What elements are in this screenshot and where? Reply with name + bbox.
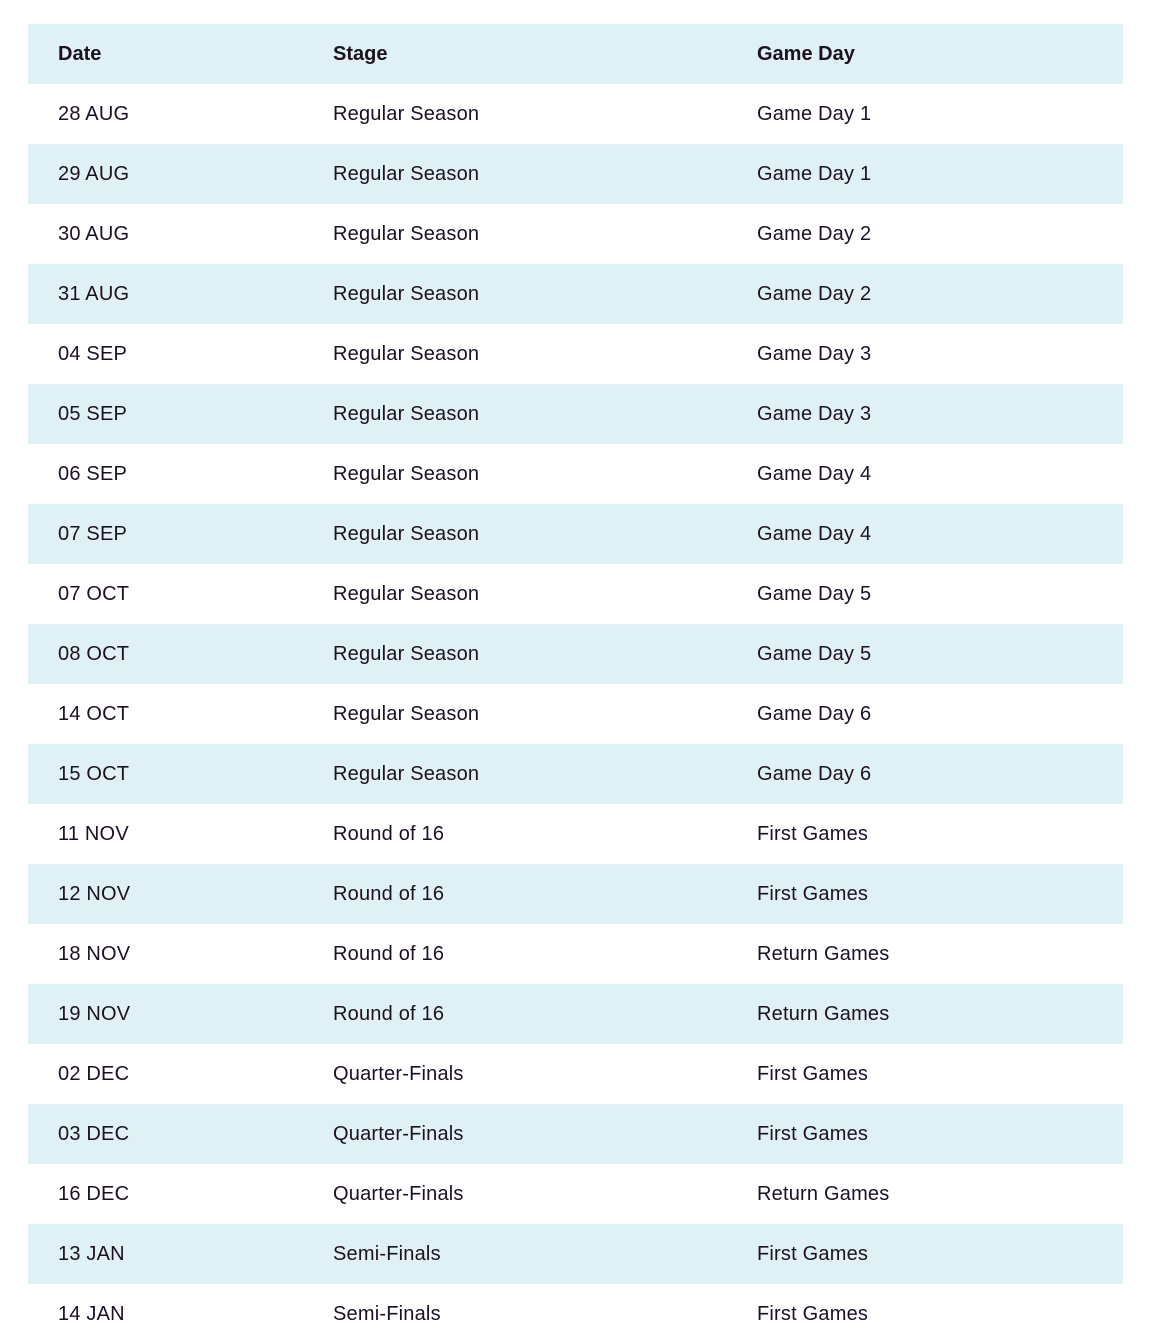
table-row bbox=[28, 324, 1123, 384]
stage-cell: Round of 16 bbox=[303, 804, 727, 864]
stage-cell: Quarter-Finals bbox=[303, 1044, 727, 1104]
game-day-cell: Game Day 6 bbox=[727, 744, 1123, 804]
date-cell: 07 SEP bbox=[28, 504, 303, 564]
date-cell: 31 AUG bbox=[28, 264, 303, 324]
stage-cell: Regular Season bbox=[303, 264, 727, 324]
table-row bbox=[28, 684, 1123, 744]
schedule-table bbox=[28, 24, 1123, 1344]
table-row bbox=[28, 1284, 1123, 1344]
game-day-cell: Game Day 4 bbox=[727, 504, 1123, 564]
game-day-cell: Game Day 1 bbox=[727, 84, 1123, 144]
date-cell: 14 OCT bbox=[28, 684, 303, 744]
game-day-cell: Game Day 5 bbox=[727, 564, 1123, 624]
date-cell: 04 SEP bbox=[28, 324, 303, 384]
game-day-cell: First Games bbox=[727, 1224, 1123, 1284]
header-row bbox=[28, 24, 1123, 84]
date-cell: 07 OCT bbox=[28, 564, 303, 624]
game-day-cell: Return Games bbox=[727, 924, 1123, 984]
game-day-cell: Game Day 4 bbox=[727, 444, 1123, 504]
table-row bbox=[28, 1164, 1123, 1224]
table-row bbox=[28, 1044, 1123, 1104]
table-row bbox=[28, 84, 1123, 144]
stage-cell: Round of 16 bbox=[303, 984, 727, 1044]
game-day-cell: First Games bbox=[727, 1284, 1123, 1344]
game-day-cell: Game Day 6 bbox=[727, 684, 1123, 744]
date-cell: 14 JAN bbox=[28, 1284, 303, 1344]
table-body bbox=[28, 84, 1123, 1344]
stage-cell: Regular Season bbox=[303, 744, 727, 804]
game-day-cell: First Games bbox=[727, 864, 1123, 924]
game-day-cell: Game Day 1 bbox=[727, 144, 1123, 204]
table-row bbox=[28, 864, 1123, 924]
date-cell: 05 SEP bbox=[28, 384, 303, 444]
game-day-cell: Return Games bbox=[727, 1164, 1123, 1224]
table-row bbox=[28, 744, 1123, 804]
game-day-cell: First Games bbox=[727, 1104, 1123, 1164]
table-row bbox=[28, 924, 1123, 984]
game-day-cell: Return Games bbox=[727, 984, 1123, 1044]
table-row bbox=[28, 624, 1123, 684]
table-row bbox=[28, 804, 1123, 864]
column-header-stage: Stage bbox=[303, 24, 727, 84]
stage-cell: Regular Season bbox=[303, 564, 727, 624]
table-row bbox=[28, 1104, 1123, 1164]
table-row bbox=[28, 384, 1123, 444]
table-row bbox=[28, 204, 1123, 264]
table-header bbox=[28, 24, 1123, 84]
column-header-game-day: Game Day bbox=[727, 24, 1123, 84]
column-header-date: Date bbox=[28, 24, 303, 84]
game-day-cell: Game Day 3 bbox=[727, 324, 1123, 384]
stage-cell: Regular Season bbox=[303, 684, 727, 744]
stage-cell: Quarter-Finals bbox=[303, 1104, 727, 1164]
stage-cell: Round of 16 bbox=[303, 864, 727, 924]
stage-cell: Quarter-Finals bbox=[303, 1164, 727, 1224]
stage-cell: Regular Season bbox=[303, 624, 727, 684]
table-row bbox=[28, 444, 1123, 504]
date-cell: 30 AUG bbox=[28, 204, 303, 264]
stage-cell: Regular Season bbox=[303, 504, 727, 564]
date-cell: 03 DEC bbox=[28, 1104, 303, 1164]
table-row bbox=[28, 1224, 1123, 1284]
game-day-cell: Game Day 5 bbox=[727, 624, 1123, 684]
date-cell: 15 OCT bbox=[28, 744, 303, 804]
stage-cell: Regular Season bbox=[303, 84, 727, 144]
stage-cell: Semi-Finals bbox=[303, 1224, 727, 1284]
table-row bbox=[28, 984, 1123, 1044]
stage-cell: Regular Season bbox=[303, 144, 727, 204]
stage-cell: Round of 16 bbox=[303, 924, 727, 984]
date-cell: 19 NOV bbox=[28, 984, 303, 1044]
stage-cell: Semi-Finals bbox=[303, 1284, 727, 1344]
schedule-table-container bbox=[28, 24, 1123, 1344]
date-cell: 06 SEP bbox=[28, 444, 303, 504]
table-row bbox=[28, 144, 1123, 204]
date-cell: 18 NOV bbox=[28, 924, 303, 984]
date-cell: 02 DEC bbox=[28, 1044, 303, 1104]
date-cell: 29 AUG bbox=[28, 144, 303, 204]
stage-cell: Regular Season bbox=[303, 444, 727, 504]
table-row bbox=[28, 504, 1123, 564]
date-cell: 28 AUG bbox=[28, 84, 303, 144]
game-day-cell: Game Day 2 bbox=[727, 204, 1123, 264]
stage-cell: Regular Season bbox=[303, 324, 727, 384]
date-cell: 16 DEC bbox=[28, 1164, 303, 1224]
stage-cell: Regular Season bbox=[303, 384, 727, 444]
date-cell: 08 OCT bbox=[28, 624, 303, 684]
table-row bbox=[28, 564, 1123, 624]
game-day-cell: Game Day 3 bbox=[727, 384, 1123, 444]
stage-cell: Regular Season bbox=[303, 204, 727, 264]
game-day-cell: Game Day 2 bbox=[727, 264, 1123, 324]
game-day-cell: First Games bbox=[727, 1044, 1123, 1104]
table-row bbox=[28, 264, 1123, 324]
date-cell: 13 JAN bbox=[28, 1224, 303, 1284]
game-day-cell: First Games bbox=[727, 804, 1123, 864]
date-cell: 11 NOV bbox=[28, 804, 303, 864]
date-cell: 12 NOV bbox=[28, 864, 303, 924]
